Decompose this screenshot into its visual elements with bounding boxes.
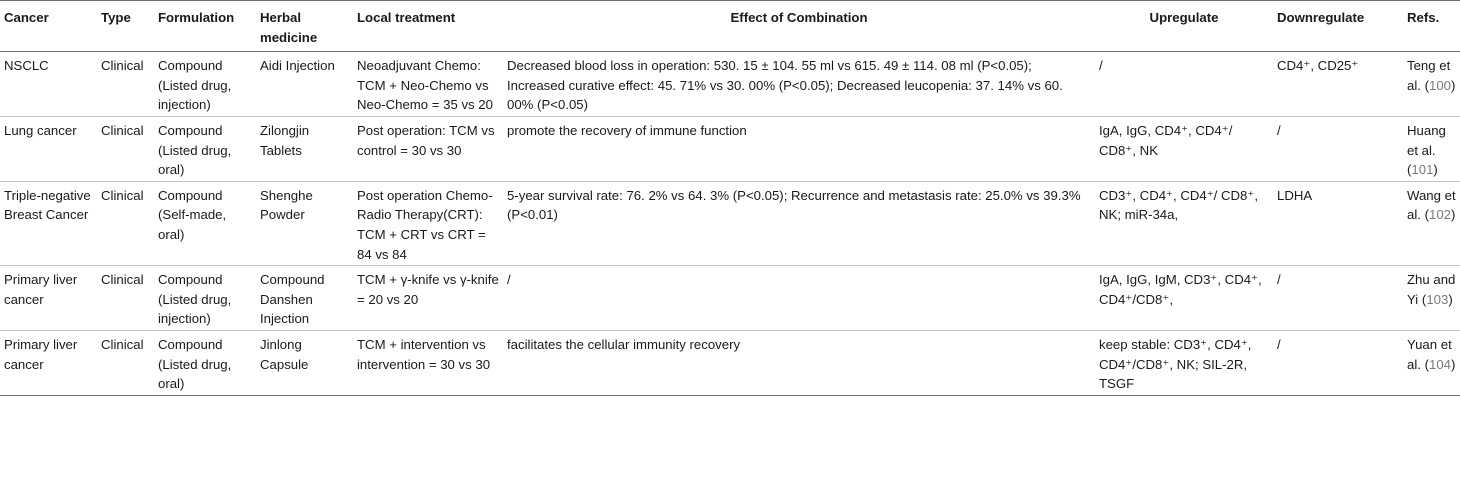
cell-upregulate: IgA, IgG, CD4⁺, CD4⁺/ CD8⁺, NK	[1095, 116, 1273, 181]
cell-effect: Decreased blood loss in operation: 530. 15 ± 104. 55 ml vs 615. 49 ± 114. 08 ml (P<0.05); Increased curative effect: 45. 71% vs 30. 00% (P<0.05); Decreased leucopenia: 37. 14% vs 60. 00% (P<0.05)	[503, 52, 1095, 117]
ref-link[interactable]: 104	[1429, 356, 1452, 372]
cell-local-treatment: Post operation: TCM vs control = 30 vs 30	[353, 116, 503, 181]
table-row	[0, 52, 1460, 117]
cell-downregulate: /	[1273, 116, 1403, 181]
cell-downregulate: LDHA	[1273, 181, 1403, 265]
col-header-type: Type	[97, 1, 154, 52]
col-header-cancer: Cancer	[0, 1, 97, 52]
table-row	[0, 181, 1460, 265]
cell-herbal-medicine: Zilongjin Tablets	[256, 116, 353, 181]
cell-refs: Zhu and Yi (103)	[1403, 266, 1460, 331]
table-row	[0, 330, 1460, 395]
cell-formulation: Compound (Listed drug, oral)	[154, 116, 256, 181]
cell-herbal-medicine: Compound Danshen Injection	[256, 266, 353, 331]
cell-type: Clinical	[97, 266, 154, 331]
cell-local-treatment: TCM + γ-knife vs γ-knife = 20 vs 20	[353, 266, 503, 331]
cell-formulation: Compound (Listed drug, oral)	[154, 330, 256, 395]
cell-upregulate: CD3⁺, CD4⁺, CD4⁺/ CD8⁺, NK; miR-34a,	[1095, 181, 1273, 265]
ref-authors: Huang et al.	[1407, 122, 1446, 158]
cell-cancer: Primary liver cancer	[0, 330, 97, 395]
cell-type: Clinical	[97, 116, 154, 181]
cell-effect: facilitates the cellular immunity recovery	[503, 330, 1095, 395]
ref-link[interactable]: 103	[1426, 291, 1449, 307]
col-header-formulation: Formulation	[154, 1, 256, 52]
table-row	[0, 116, 1460, 181]
cell-refs: Huang et al. (101)	[1403, 116, 1460, 181]
cell-effect: 5-year survival rate: 76. 2% vs 64. 3% (P<0.05); Recurrence and metastasis rate: 25.0% vs 39.3% (P<0.01)	[503, 181, 1095, 265]
cell-formulation: Compound (Self-made, oral)	[154, 181, 256, 265]
cell-cancer: NSCLC	[0, 52, 97, 117]
cell-formulation: Compound (Listed drug, injection)	[154, 52, 256, 117]
cell-downregulate: /	[1273, 330, 1403, 395]
ref-link[interactable]: 100	[1429, 77, 1452, 93]
cell-type: Clinical	[97, 52, 154, 117]
ref-authors: Wang et al.	[1407, 187, 1456, 223]
cell-effect: promote the recovery of immune function	[503, 116, 1095, 181]
cell-upregulate: keep stable: CD3⁺, CD4⁺, CD4⁺/CD8⁺, NK; SIL-2R, TSGF	[1095, 330, 1273, 395]
col-header-herbal-medicine: Herbal medicine	[256, 1, 353, 52]
table-row	[0, 266, 1460, 331]
cell-formulation: Compound (Listed drug, injection)	[154, 266, 256, 331]
col-header-upregulate: Upregulate	[1095, 1, 1273, 52]
cell-downregulate: /	[1273, 266, 1403, 331]
header-row	[0, 1, 1460, 52]
col-header-effect: Effect of Combination	[503, 1, 1095, 52]
cell-upregulate: IgA, IgG, IgM, CD3⁺, CD4⁺, CD4⁺/CD8⁺,	[1095, 266, 1273, 331]
cell-cancer: Triple-negative Breast Cancer	[0, 181, 97, 265]
ref-link[interactable]: 101	[1411, 162, 1434, 178]
cell-local-treatment: Neoadjuvant Chemo: TCM + Neo-Chemo vs Neo-Chemo = 35 vs 20	[353, 52, 503, 117]
col-header-downregulate: Downregulate	[1273, 1, 1403, 52]
cell-herbal-medicine: Shenghe Powder	[256, 181, 353, 265]
cell-herbal-medicine: Jinlong Capsule	[256, 330, 353, 395]
cell-type: Clinical	[97, 330, 154, 395]
cell-refs: Yuan et al. (104)	[1403, 330, 1460, 395]
col-header-local-treatment: Local treatment	[353, 1, 503, 52]
cell-refs: Teng et al. (100)	[1403, 52, 1460, 117]
cell-local-treatment: TCM + intervention vs intervention = 30 vs 30	[353, 330, 503, 395]
ref-link[interactable]: 102	[1429, 207, 1452, 223]
cell-local-treatment: Post operation Chemo-Radio Therapy(CRT): TCM + CRT vs CRT = 84 vs 84	[353, 181, 503, 265]
cell-downregulate: CD4⁺, CD25⁺	[1273, 52, 1403, 117]
cell-upregulate: /	[1095, 52, 1273, 117]
cell-cancer: Lung cancer	[0, 116, 97, 181]
ref-authors: Teng et al.	[1407, 58, 1451, 93]
ref-authors: Yuan et al.	[1407, 336, 1452, 372]
cell-effect: /	[503, 266, 1095, 331]
ref-authors: Zhu and Yi	[1407, 272, 1456, 307]
cell-refs: Wang et al. (102)	[1403, 181, 1460, 265]
cell-type: Clinical	[97, 181, 154, 265]
cell-herbal-medicine: Aidi Injection	[256, 52, 353, 117]
col-header-refs: Refs.	[1403, 1, 1460, 52]
cell-cancer: Primary liver cancer	[0, 266, 97, 331]
